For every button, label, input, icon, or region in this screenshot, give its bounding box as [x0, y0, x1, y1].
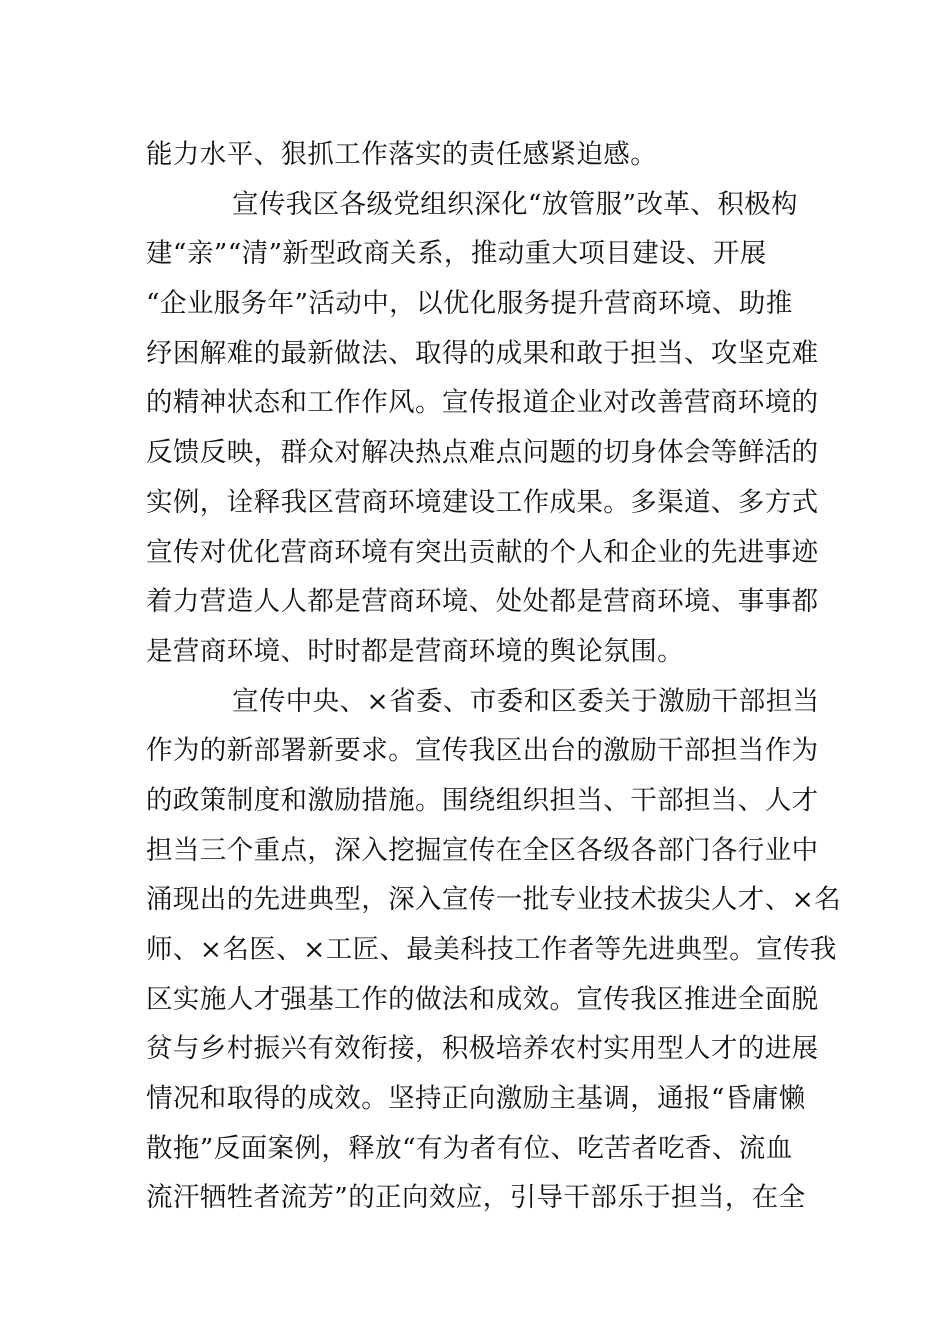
text-line: 反馈反映，群众对解决热点难点问题的切身体会等鲜活的 — [146, 437, 819, 469]
text-line: 实例，诠释我区营商环境建设工作成果。多渠道、多方式 — [146, 486, 819, 518]
text-line: 着力营造人人都是营商环境、处处都是营商环境、事事都 — [146, 586, 819, 618]
text-line: 宣传对优化营商环境有突出贡献的个人和企业的先进事迹 — [146, 536, 819, 568]
paragraph-3 — [146, 677, 842, 1224]
text-line: 宣传中央、×省委、市委和区委关于激励干部担当 — [232, 685, 820, 717]
text-line: 的精神状态和工作作风。宣传报道企业对改善营商环境的 — [146, 387, 819, 419]
text-line: 建“亲”“清”新型政商关系，推动重大项目建设、开展 — [146, 238, 767, 270]
text-line: 宣传我区各级党组织深化“放管服”改革、积极构 — [232, 188, 798, 220]
text-line: 纾困解难的最新做法、取得的成果和敢于担当、攻坚克难 — [146, 337, 819, 369]
text-line: 的政策制度和激励措施。围绕组织担当、干部担当、人才 — [146, 784, 819, 816]
text-line: 是营商环境、时时都是营商环境的舆论氛围。 — [146, 635, 684, 667]
document-body — [146, 130, 842, 1223]
text-line: “企业服务年”活动中，以优化服务提升营商环境、助推 — [146, 288, 793, 320]
text-line: 涌现出的先进典型，深入宣传一批专业技术拔尖人才、×名 — [146, 884, 842, 916]
text-line: 情况和取得的成效。坚持正向激励主基调，通报“昏庸懒 — [146, 1083, 806, 1115]
paragraph-2 — [146, 180, 819, 677]
paragraph-1 — [146, 130, 808, 180]
text-line: 区实施人才强基工作的做法和成效。宣传我区推进全面脱 — [146, 983, 819, 1015]
text-line: 作为的新部署新要求。宣传我区出台的激励干部担当作为 — [146, 735, 819, 767]
text-line: 师、×名医、×工匠、最美科技工作者等先进典型。宣传我 — [146, 934, 837, 965]
text-line: 散拖”反面案例，释放“有为者有位、吃苦者吃香、流血 — [146, 1132, 793, 1164]
text-line: 担当三个重点，深入挖掘宣传在全区各级各部门各行业中 — [146, 834, 819, 866]
text-line: 贫与乡村振兴有效衔接，积极培养农村实用型人才的进展 — [146, 1033, 819, 1065]
text-line: 流汗牺牲者流芳”的正向效应，引导干部乐于担当，在全 — [146, 1182, 806, 1214]
text-line: 能力水平、狠抓工作落实的责任感紧迫感。 — [146, 139, 658, 170]
